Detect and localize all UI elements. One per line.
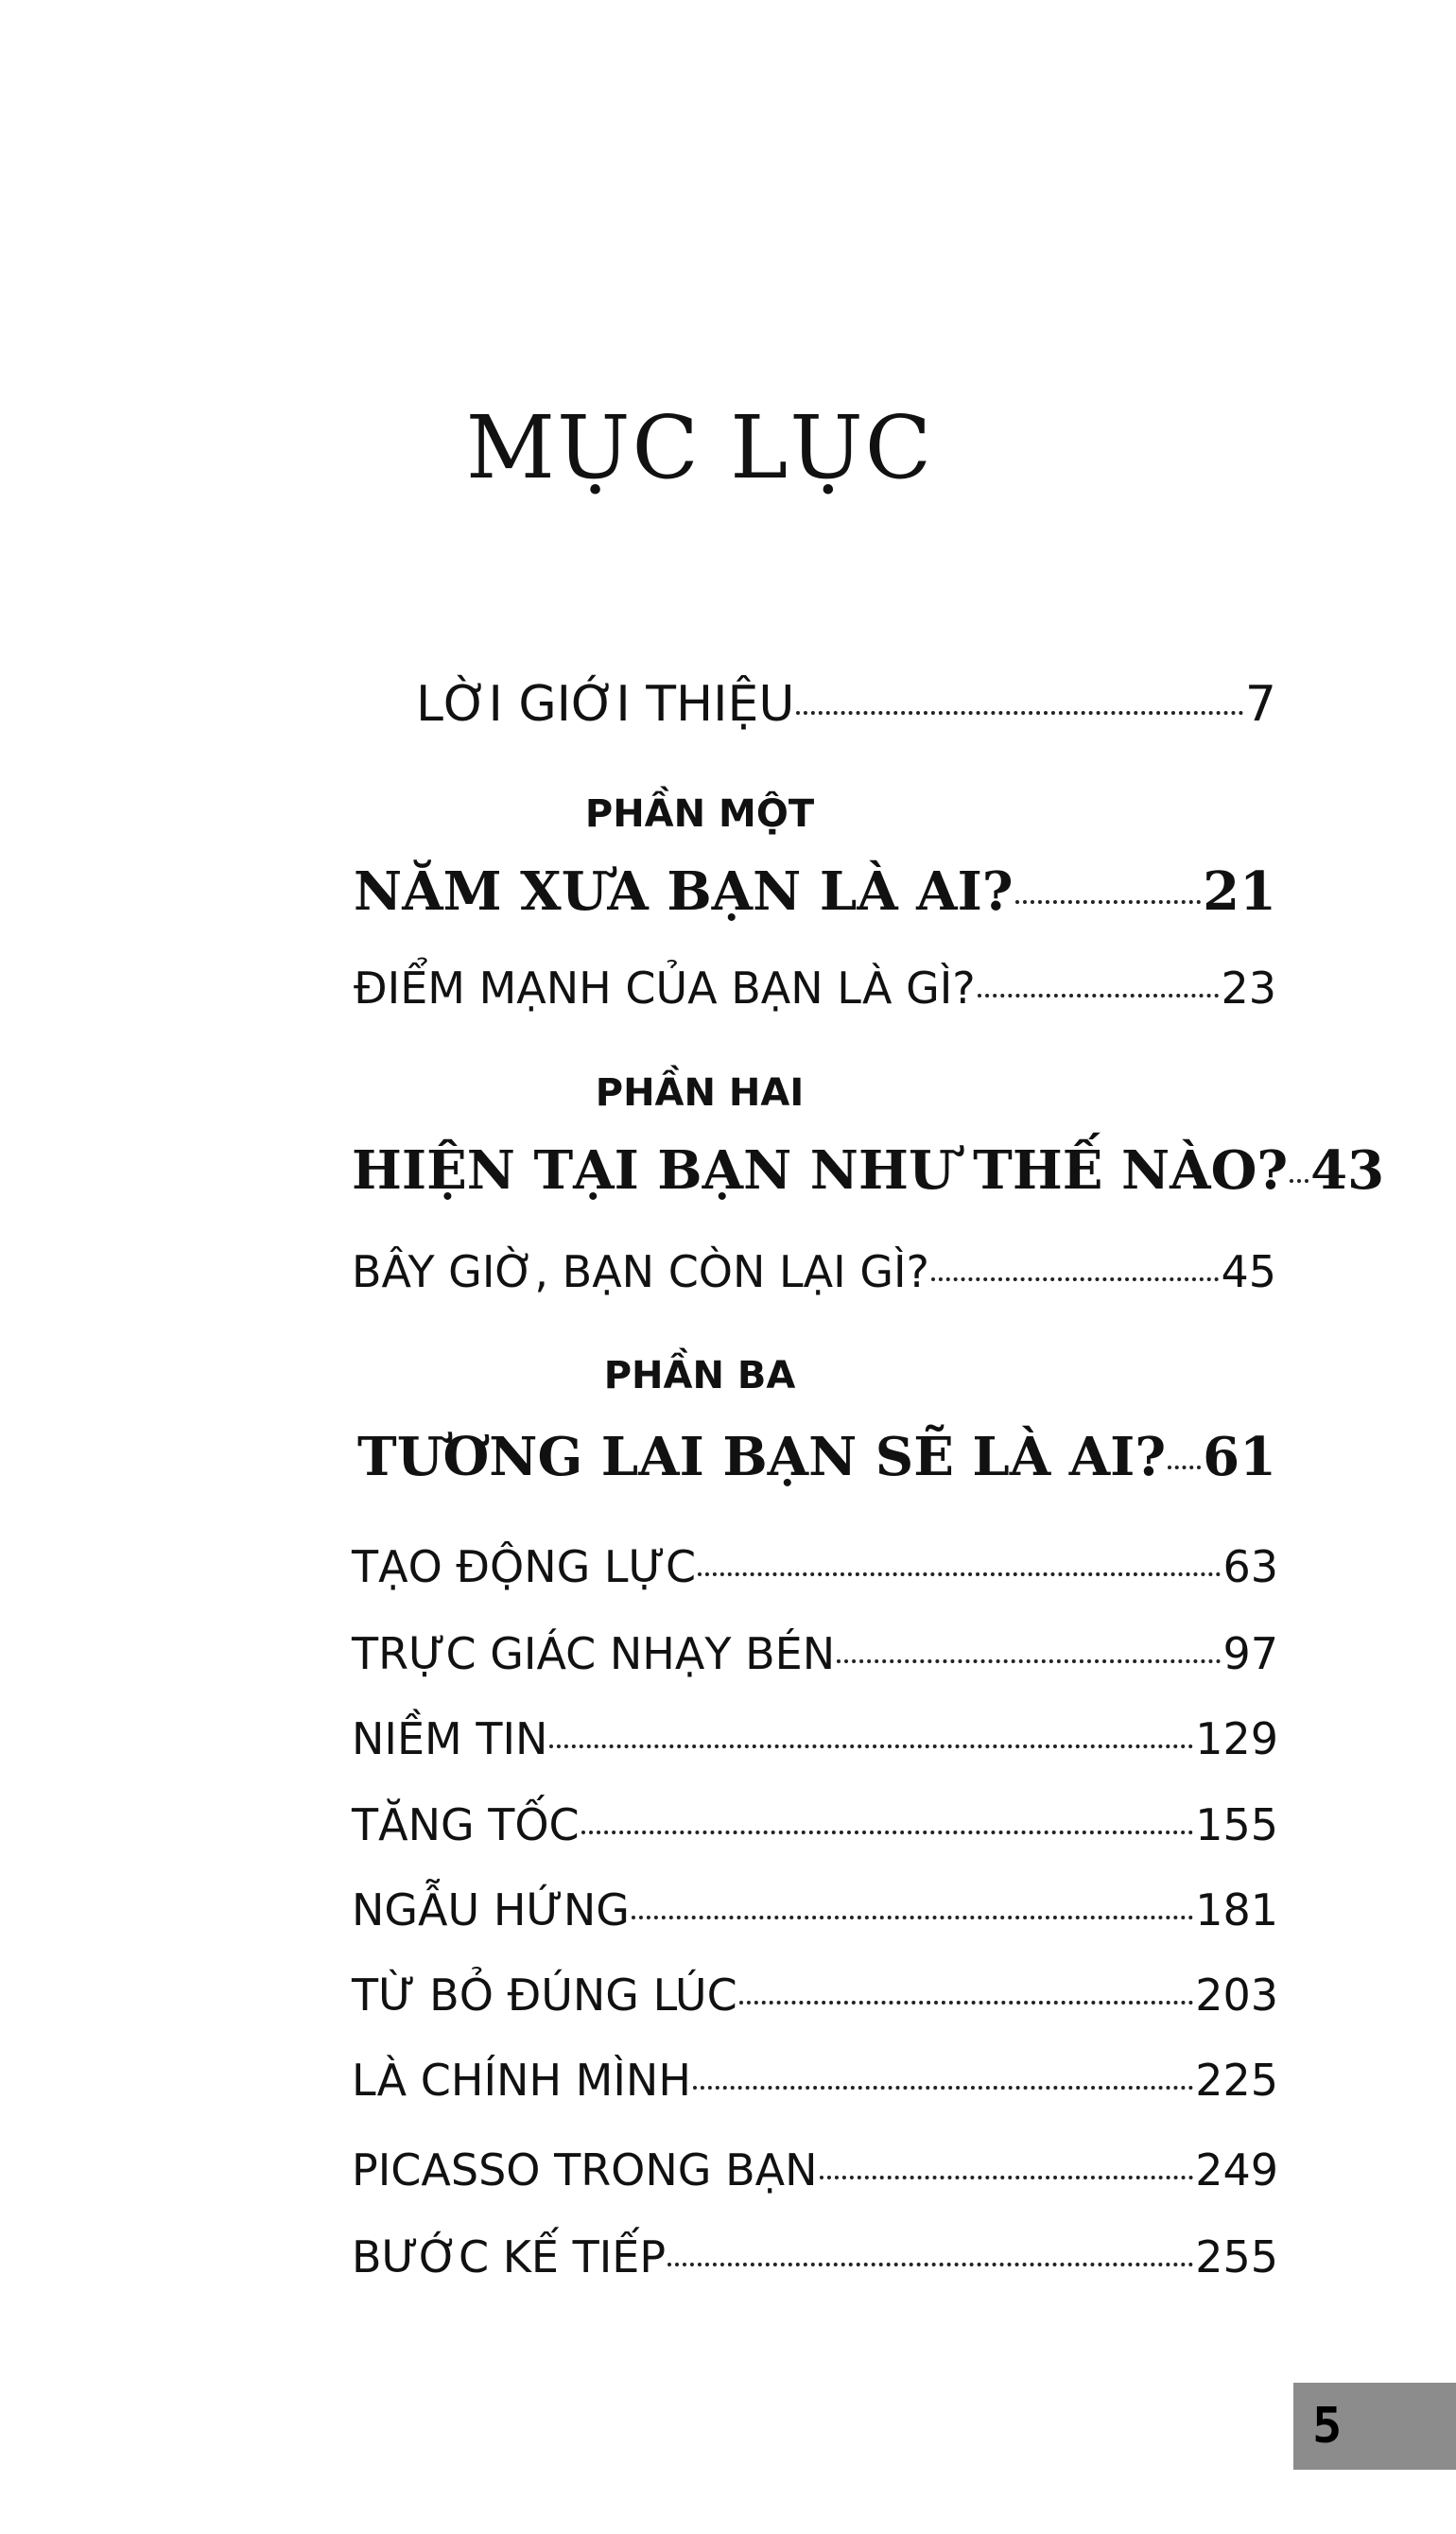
- toc-entry-part3-main[interactable]: [357, 1426, 1276, 1488]
- toc-entry[interactable]: [352, 2231, 1278, 2282]
- toc-entry-label: HIỆN TẠI BẠN NHƯ THẾ NÀO?: [352, 1139, 1289, 1202]
- toc-entry[interactable]: [352, 1713, 1278, 1764]
- dot-leader: [667, 2263, 1193, 2266]
- toc-entry-label: LÀ CHÍNH MÌNH: [352, 2055, 691, 2106]
- dot-leader: [931, 1277, 1219, 1281]
- dot-leader: [796, 711, 1242, 715]
- toc-entry-label: NĂM XƯA BẠN LÀ AI?: [354, 860, 1014, 923]
- toc-entry-label: TỪ BỎ ĐÚNG LÚC: [352, 1970, 737, 2021]
- toc-entry-label: NGẪU HỨNG: [352, 1884, 630, 1935]
- toc-entry-page: 45: [1221, 1246, 1276, 1297]
- dot-leader: [1290, 1179, 1309, 1183]
- toc-entry-page: 181: [1195, 1884, 1278, 1935]
- toc-entry-intro[interactable]: [416, 676, 1276, 733]
- toc-entry-label: ĐIỂM MẠNH CỦA BẠN LÀ GÌ?: [354, 963, 976, 1014]
- toc-entry-label: NIỀM TIN: [352, 1713, 548, 1764]
- dot-leader: [698, 1572, 1221, 1576]
- toc-entry[interactable]: [352, 1799, 1278, 1850]
- dot-leader: [693, 2086, 1193, 2090]
- dot-leader: [1168, 1466, 1201, 1469]
- part-heading-3: PHẦN BA: [603, 1354, 796, 1397]
- part-heading-2: PHẦN HAI: [595, 1071, 805, 1115]
- dot-leader: [1015, 900, 1201, 904]
- toc-entry-page: 249: [1195, 2144, 1278, 2196]
- dot-leader: [820, 2176, 1194, 2179]
- toc-entry-part1-main[interactable]: [354, 860, 1276, 923]
- toc-entry-label: BÂY GIỜ, BẠN CÒN LẠI GÌ?: [352, 1246, 929, 1297]
- page-number: 5: [1312, 2398, 1343, 2455]
- toc-entry-page: 7: [1244, 676, 1276, 733]
- page-title: MỤC LỤC: [465, 397, 934, 498]
- toc-entry-part1-sub[interactable]: [354, 963, 1276, 1014]
- toc-entry-page: 97: [1222, 1628, 1278, 1679]
- toc-entry[interactable]: [352, 2144, 1278, 2196]
- toc-entry-page: 129: [1195, 1713, 1278, 1764]
- dot-leader: [581, 1831, 1194, 1834]
- page-number-tab: [1293, 2383, 1456, 2470]
- toc-entry-page: 23: [1221, 963, 1276, 1014]
- toc-entry-page: 225: [1195, 2055, 1278, 2106]
- toc-entry-label: TĂNG TỐC: [352, 1799, 580, 1850]
- toc-entry[interactable]: [352, 2055, 1278, 2106]
- toc-entry-label: TƯƠNG LAI BẠN SẼ LÀ AI?: [357, 1426, 1167, 1488]
- toc-entry-label: TẠO ĐỘNG LỰC: [352, 1541, 697, 1592]
- toc-entry-label: LỜI GIỚI THIỆU: [416, 676, 795, 733]
- toc-entry-part2-main[interactable]: [352, 1139, 1385, 1202]
- dot-leader: [549, 1744, 1193, 1748]
- toc-entry[interactable]: [352, 1884, 1278, 1935]
- toc-entry-page: 155: [1195, 1799, 1278, 1850]
- toc-entry[interactable]: [352, 1541, 1278, 1592]
- toc-entry-page: 255: [1195, 2231, 1278, 2282]
- toc-entry-label: PICASSO TRONG BẠN: [352, 2144, 818, 2196]
- dot-leader: [978, 994, 1220, 998]
- toc-entry-page: 43: [1310, 1139, 1385, 1202]
- dot-leader: [837, 1659, 1221, 1663]
- toc-entry-page: 63: [1222, 1541, 1278, 1592]
- toc-entry-page: 203: [1195, 1970, 1278, 2021]
- toc-entry-part2-sub[interactable]: [352, 1246, 1276, 1297]
- toc-entry-page: 21: [1203, 860, 1276, 923]
- dot-leader: [632, 1916, 1193, 1919]
- dot-leader: [739, 2001, 1193, 2005]
- toc-entry[interactable]: [352, 1970, 1278, 2021]
- toc-entry-page: 61: [1203, 1426, 1276, 1488]
- toc-entry-label: BƯỚC KẾ TIẾP: [352, 2231, 667, 2282]
- toc-entry[interactable]: [352, 1628, 1278, 1679]
- part-heading-1: PHẦN MỘT: [584, 792, 815, 836]
- toc-entry-label: TRỰC GIÁC NHẠY BÉN: [352, 1628, 836, 1679]
